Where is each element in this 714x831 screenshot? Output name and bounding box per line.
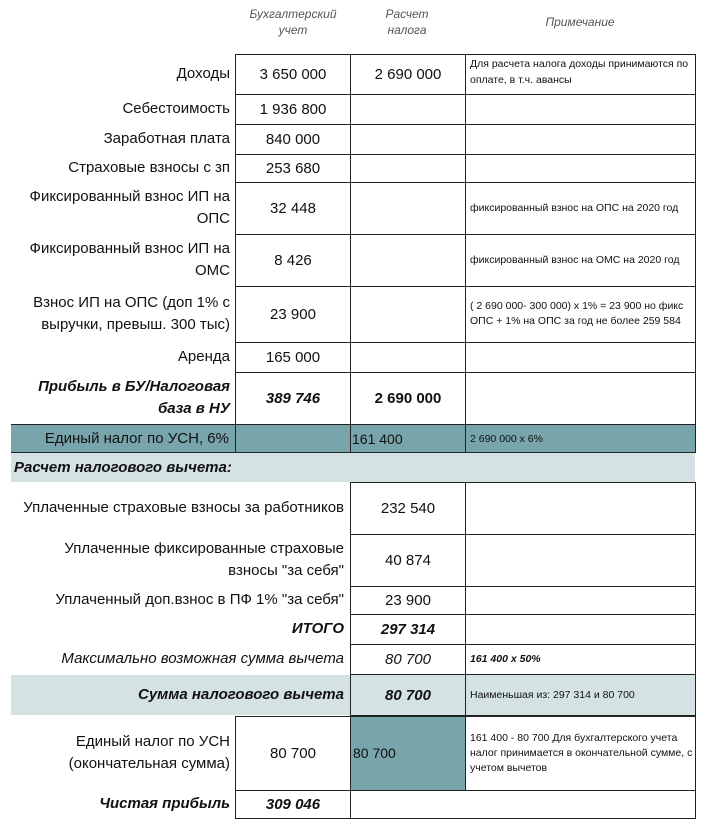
final-usn-label: Единый налог по УСН (окончательная сумма) [68,733,230,772]
row-cost-bu: 1 936 800 [259,100,327,118]
row-salary-label: Заработная плата [103,130,230,147]
row-usn-tax-label: Единый налог по УСН, 6% [44,429,229,447]
row-insurance-bu: 253 680 [265,159,321,177]
row-rent-label: Аренда [177,348,230,365]
row-oms-fixed-note: фиксированный взнос на ОМС на 2020 год [470,254,680,266]
deduction-paid-workers-value: 232 540 [380,499,436,517]
row-salary-bu: 840 000 [265,130,321,148]
row-cost-label: Себестоимость [122,100,230,117]
row-profit-bu: 389 746 [265,389,321,407]
upper-divider-1 [350,54,351,425]
vline [695,424,696,453]
deduction-section-title: Расчет налогового вычета: [14,459,232,476]
row-ops-fixed-bu: 32 448 [270,199,316,217]
deduction-total-label: ИТОГО [291,620,344,637]
vline [235,424,236,453]
row-income-nu: 2 690 000 [374,65,442,83]
deduction-total-value: 297 314 [380,620,436,638]
final-usn-nu: 80 700 [353,745,396,761]
deduction-paid-pf-label: Уплаченный доп.взнос в ПФ 1% "за себя" [55,591,344,608]
row-profit-label: Прибыль в БУ/Налоговая база в НУ [38,378,230,417]
deduction-max-label: Максимально возможная сумма вычета [61,650,344,667]
row-oms-fixed-label: Фиксированный взнос ИП на ОМС [29,240,230,279]
final-net-profit-label: Чистая прибыль [99,795,230,812]
row-oms-fixed-bu: 8 426 [274,251,312,269]
row-ops-fixed-note: фиксированный взнос на ОПС на 2020 год [470,202,679,214]
header-accounting: Бухгалтерский учет [249,7,337,37]
row-insurance-label: Страховые взносы с зп [68,159,230,176]
row-ops-fixed-label: Фиксированный взнос ИП на ОПС [29,188,230,227]
header-tax-calc: Расчет налога [385,7,429,37]
vline [350,424,351,453]
row-ops-extra-bu: 23 900 [270,305,316,323]
final-usn-bu: 80 700 [270,744,316,762]
deduction-max-value: 80 700 [385,650,431,668]
deduction-sum-value: 80 700 [385,686,431,704]
row-rent-bu: 165 000 [265,348,321,366]
final-usn-note: 161 400 - 80 700 Для бухгалтерского учета налог принимается в окончательной сумме, с учетом вычетов [470,731,693,774]
row-usn-tax-note: 2 690 000 х 6% [470,432,543,445]
deduction-sum-label: Сумма налогового вычета [137,686,344,703]
deduction-sum-note: Наименьшая из: 297 314 и 80 700 [470,689,635,701]
row-ops-extra-label: Взнос ИП на ОПС (доп 1% с выручки, превыш. 300 тыс) [33,294,230,333]
vline [695,675,696,715]
row-income-note: Для расчета налога доходы принимаются по оплате, в т.ч. авансы [470,58,689,86]
deduction-max-note: 161 400 х 50% [470,653,541,665]
final-net-profit-bu: 309 046 [265,795,321,813]
row-usn-tax-nu: 161 400 [352,430,403,447]
deduction-paid-workers-label: Уплаченные страховые взносы за работников [23,499,344,516]
deduction-paid-self-label: Уплаченные фиксированные страховые взносы "за себя" [64,540,344,579]
deduction-paid-self-value: 40 874 [385,551,431,569]
deduction-paid-pf-value: 23 900 [385,591,431,609]
row-income-label: Доходы [176,65,230,82]
row-ops-extra-note: ( 2 690 000- 300 000) х 1% = 23 900 но фикс ОПС + 1% на ОПС за год не более 259 584 [470,300,684,327]
row-income-bu: 3 650 000 [259,65,327,83]
header-note: Примечание [545,15,615,29]
row-profit-nu: 2 690 000 [374,389,442,407]
